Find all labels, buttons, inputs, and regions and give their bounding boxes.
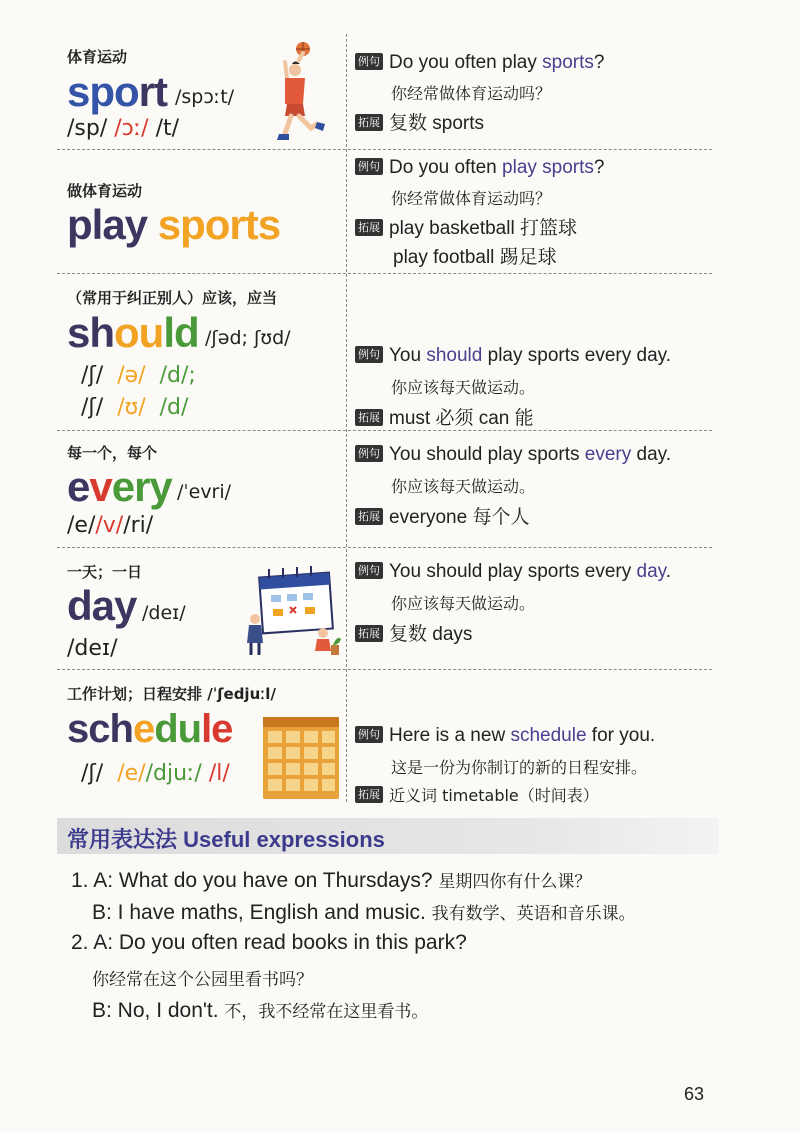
ipa: /deɪ/ (142, 602, 186, 624)
headword-part: v (89, 463, 112, 510)
example-sentence: 例句 Here is a new schedule for you. (355, 725, 655, 747)
extend-tag: 拓展 (355, 409, 383, 426)
headword-part: u (177, 707, 202, 751)
extension: 拓展 play basketball 打篮球 (355, 213, 577, 240)
headword-part: sh (67, 309, 115, 356)
example-sentence: 例句 You should play sports every day. (355, 561, 671, 583)
example-sentence: 例句 You should play sports every day. (355, 345, 671, 367)
phonics: /ʃ/ /ʊ/ /d/ (81, 395, 189, 420)
vocab-row-play-sports (57, 149, 712, 274)
vocab-row-sport (57, 34, 712, 150)
vocab-row-should (57, 273, 712, 431)
headword (67, 68, 167, 116)
section-title: 常用表达法 Useful expressions (67, 827, 385, 853)
example-sentence: 例句 Do you often play sports? (355, 157, 604, 179)
example-sentence: 例句 You should play sports every day. (355, 444, 671, 466)
headword (67, 463, 172, 511)
vocab-row-day (57, 547, 712, 670)
timetable-illustration (263, 717, 339, 799)
example-translation: 你经常做体育运动吗？ (391, 189, 552, 208)
headword-part: play (67, 201, 148, 248)
keyword-highlight: should (426, 345, 483, 366)
headword (67, 582, 136, 630)
extension: 拓展 复数 sports (355, 108, 484, 135)
example-tag: 例句 (355, 346, 383, 363)
extension: 拓展 近义词 timetable（时间表） (355, 783, 599, 806)
headword-part: sports (157, 201, 281, 248)
phonics: /ʃ/ /e//djuː/ /l/ (81, 761, 230, 786)
extend-tag: 拓展 (355, 786, 383, 803)
headword-part: le (201, 707, 233, 751)
extension: 拓展 must 必须 can 能 (355, 403, 534, 430)
word-meaning: 一天；一日 (67, 563, 143, 581)
page-number: 63 (684, 1084, 705, 1104)
example-tag: 例句 (355, 53, 383, 70)
phonics-segment: /t/ (155, 116, 180, 141)
extension: 拓展 复数 days (355, 619, 472, 646)
phonics-segment: /ɔː/ (114, 116, 149, 141)
keyword-highlight: sports (542, 52, 594, 73)
headword-part: e (67, 463, 90, 510)
ipa: /spɔːt/ (175, 86, 235, 108)
calendar-illustration (243, 561, 343, 661)
example-tag: 例句 (355, 445, 383, 462)
phonics-segment: /sp/ (67, 116, 108, 141)
basketball-player-illustration (265, 40, 335, 144)
expression-line: B: No, I don't. 不，我不经常在这里看书。 (92, 999, 429, 1022)
headword (67, 309, 199, 357)
headword-part: d (154, 707, 178, 751)
vocabulary-table (57, 34, 712, 805)
headword (67, 201, 280, 249)
vocab-row-every (57, 430, 712, 548)
ipa: /ʃəd; ʃʊd/ (205, 327, 291, 349)
expression-line: 你经常在这个公园里看书吗？ (92, 970, 313, 990)
phonics: /e//v//ri/ (67, 513, 154, 538)
word-meaning: 体育运动 (67, 48, 128, 66)
keyword-highlight: day (636, 561, 666, 582)
headword-part: e (132, 707, 155, 751)
example-tag: 例句 (355, 158, 383, 175)
headword-part: spo (67, 68, 139, 115)
example-sentence: 例句 Do you often play sports? (355, 52, 604, 74)
example-translation: 你经常做体育运动吗？ (391, 84, 552, 103)
extension: 拓展 everyone 每个人 (355, 502, 529, 529)
example-translation: 你应该每天做运动。 (391, 594, 536, 613)
extend-tag: 拓展 (355, 625, 383, 642)
keyword-highlight: every (584, 444, 632, 465)
keyword-highlight: schedule (510, 725, 587, 746)
example-translation: 你应该每天做运动。 (391, 477, 536, 496)
headword-part: rt (138, 68, 168, 115)
keyword-highlight: play sports (502, 157, 594, 178)
expression-line: 1. A: What do you have on Thursdays? 星期四你有什么课？ (71, 869, 592, 892)
vocab-row-schedule (57, 669, 712, 805)
word-meaning: 工作计划；日程安排 /ˈʃedjuːl/ (67, 685, 276, 703)
example-tag: 例句 (355, 562, 383, 579)
word-meaning: 每一个，每个 (67, 444, 158, 462)
headword-part: ou (114, 309, 164, 356)
headword-part: ery (111, 463, 172, 510)
headword (67, 707, 232, 752)
example-tag: 例句 (355, 726, 383, 743)
phonics: /deɪ/ (67, 636, 118, 661)
expression-line: B: I have maths, English and music. 我有数学、英语和音乐课。 (92, 901, 636, 924)
word-meaning: （常用于纠正别人）应该，应当 (67, 289, 278, 307)
example-translation: 你应该每天做运动。 (391, 378, 536, 397)
extend-tag: 拓展 (355, 508, 383, 525)
extend-tag: 拓展 (355, 114, 383, 131)
ipa: /ˈevri/ (177, 481, 232, 503)
headword-part: day (67, 582, 137, 629)
expression-line: 2. A: Do you often read books in this park? (71, 931, 467, 954)
word-meaning: 做体育运动 (67, 182, 143, 200)
headword-part: sch (67, 707, 133, 751)
headword-part: ld (163, 309, 199, 356)
extension-item: play football 踢足球 (393, 247, 557, 268)
extend-tag: 拓展 (355, 219, 383, 236)
phonics (67, 116, 179, 141)
example-translation: 这是一份为你制订的新的日程安排。 (391, 758, 648, 777)
expressions-header (57, 818, 719, 854)
phonics: /ʃ/ /ə/ /d/; (81, 363, 196, 388)
